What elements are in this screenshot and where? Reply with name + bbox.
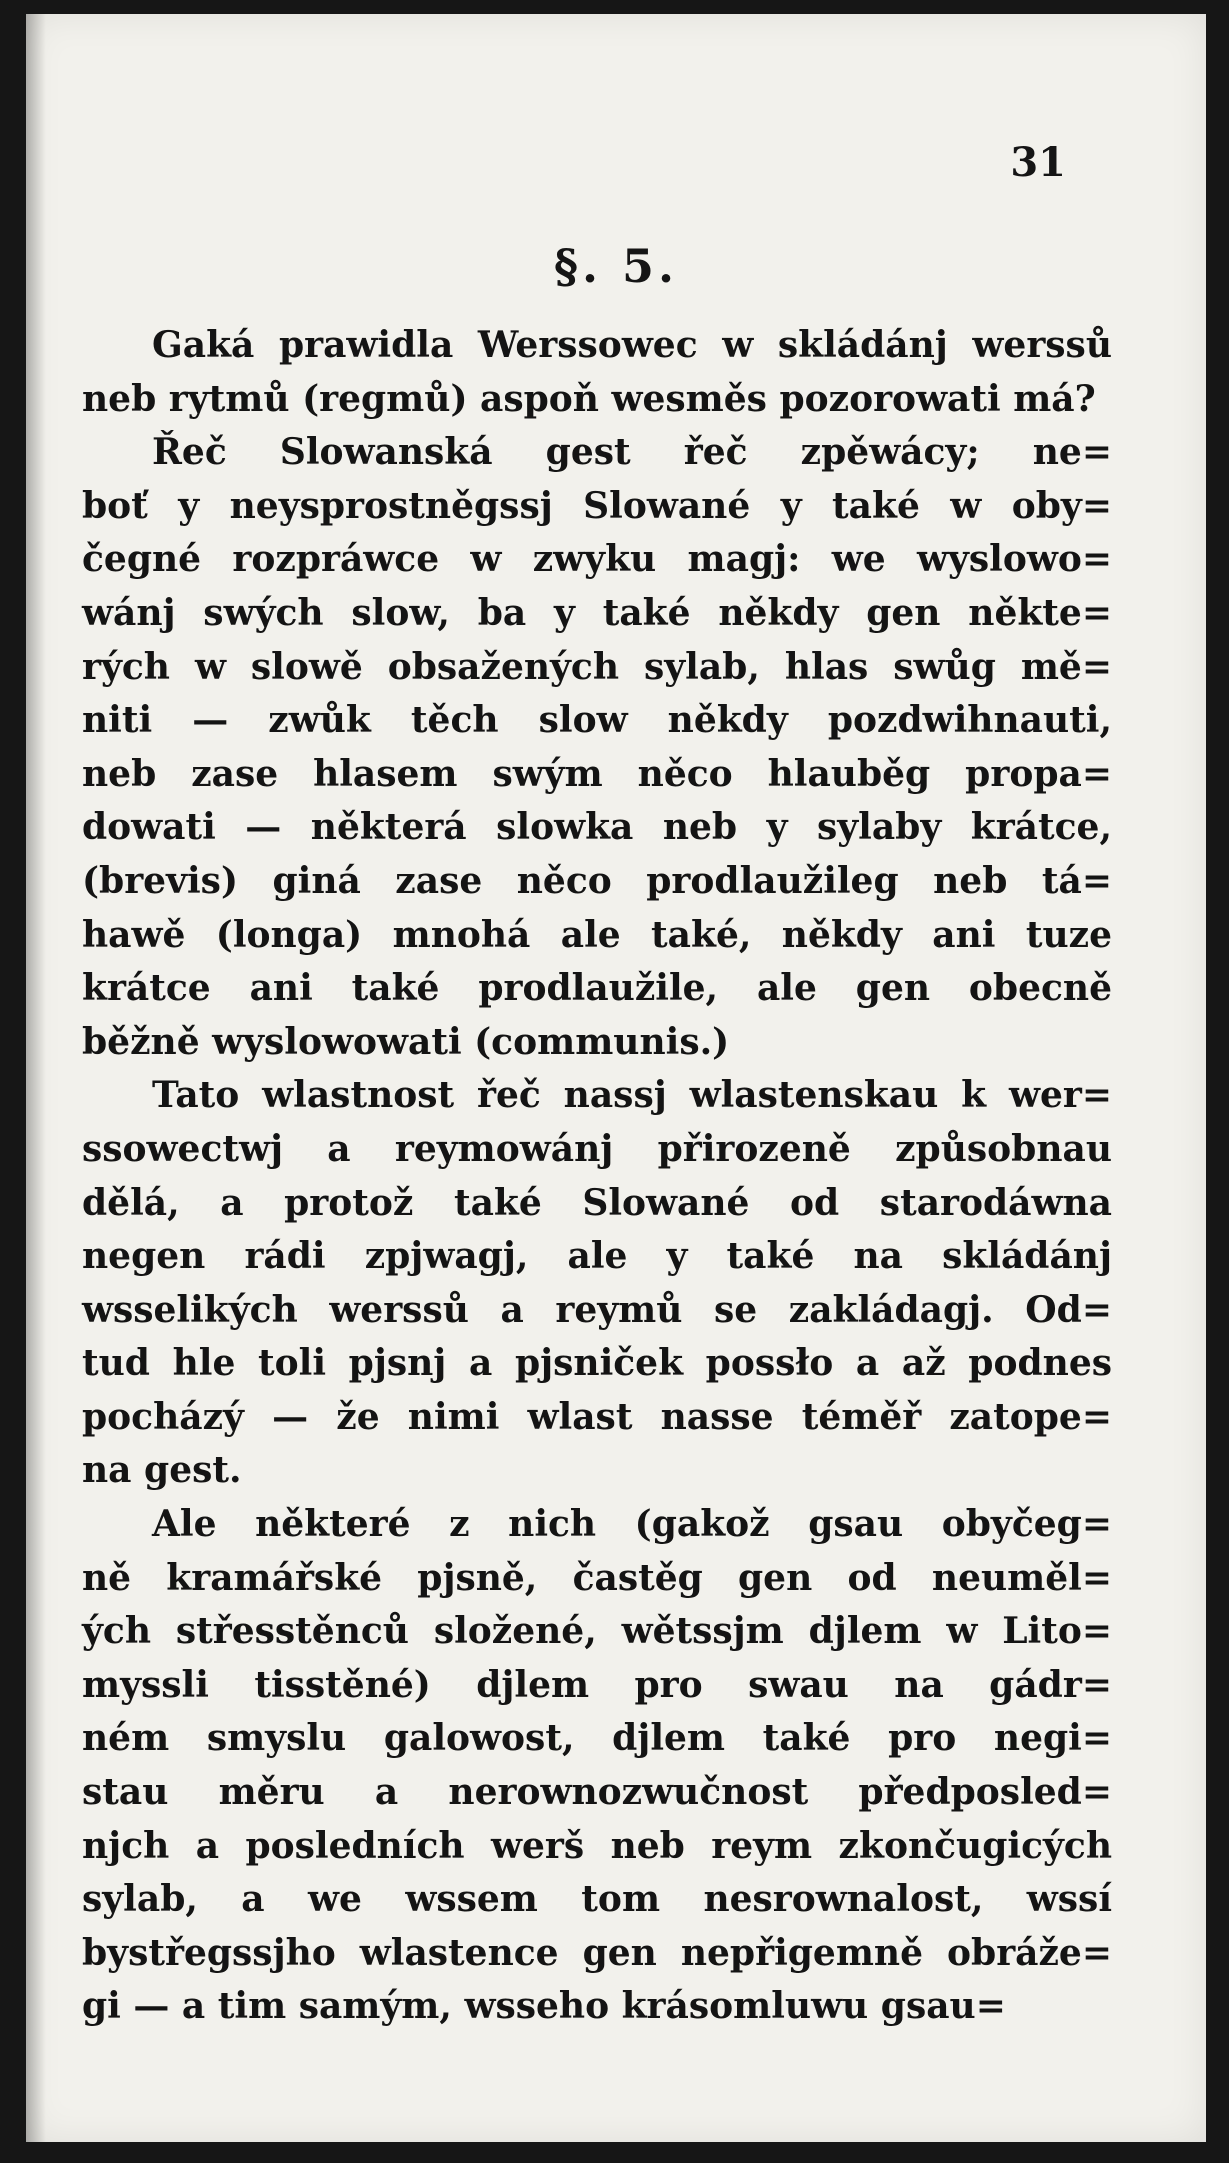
text-line: neb rytmů (regmů) aspoň wesměs pozorowati má? — [82, 377, 1096, 420]
text-line: (brevis) giná zase něco prodlaužileg neb tá= — [82, 859, 1112, 902]
paragraph-question — [82, 319, 1112, 426]
text-line: wsselikých werssů a reymů se zakládagj. Od= — [82, 1288, 1112, 1331]
text-line: wánj swých slow, ba y také někdy gen někte= — [82, 591, 1112, 634]
text-line: sylab, a we wssem tom nesrownalost, wssí — [82, 1878, 1112, 1921]
text-line: ném smyslu galowost, djlem také pro negi= — [82, 1717, 1112, 1760]
text-line: tud hle toli pjsnj a pjsniček possło a až podnes — [82, 1342, 1112, 1385]
gutter-shadow — [26, 14, 46, 2142]
text-line: dělá, a protož také Slowané od starodáwna — [82, 1181, 1112, 1224]
text-line: boť y neysprostněgssj Slowané y také w oby= — [82, 484, 1112, 527]
text-line: niti — zwůk těch slow někdy pozdwihnauti, — [82, 699, 1112, 742]
text-line: pocházý — že nimi wlast nasse téměř zatope= — [82, 1395, 1112, 1438]
text-line: bystřegssjho wlastence gen nepřigemně obráže= — [82, 1931, 1112, 1974]
text-line: na gest. — [82, 1449, 242, 1492]
paragraph-speech — [82, 426, 1112, 1069]
text-line: Ale některé z nich (gakož gsau obyčeg= — [152, 1503, 1112, 1546]
text-line: stau měru a nerownozwučnost předposled= — [82, 1771, 1112, 1814]
section-heading: §. 5. — [553, 239, 679, 293]
text-line: běžně wyslowowati (communis.) — [82, 1020, 730, 1063]
text-line: ssowectwj a reymowánj přirozeně způsobnau — [82, 1127, 1112, 1170]
text-line: krátce ani také prodlaužile, ale gen obecně — [82, 967, 1112, 1010]
text-line: myssli tisstěné) djlem pro swau na gádr= — [82, 1663, 1112, 1706]
text-line: neb zase hlasem swým něco hlauběg propa= — [82, 752, 1112, 795]
text-line: njch a posledních werš neb reym zkončugicých — [82, 1824, 1112, 1867]
text-line: gi — a tim samým, wsseho krásomluwu gsau= — [82, 1985, 1006, 2028]
body-text — [82, 319, 1112, 2034]
text-line: negen rádi zpjwagj, ale y také na skládánj — [82, 1235, 1112, 1278]
text-line: rých w slowě obsažených sylab, hlas swůg mě= — [82, 645, 1112, 688]
book-page — [26, 14, 1206, 2142]
text-line: hawě (longa) mnohá ale také, někdy ani tuze — [82, 913, 1112, 956]
text-line: ně kramářské pjsně, častěg gen od neuměl= — [82, 1556, 1112, 1599]
text-line: čegné rozpráwce w zwyku magj: we wyslowo= — [82, 538, 1112, 581]
paragraph-versification — [82, 1069, 1112, 1498]
paragraph-songs — [82, 1498, 1112, 2034]
text-line: ých střesstěnců složené, wětssjm djlem w Lito= — [82, 1610, 1112, 1653]
text-line: dowati — některá slowka neb y sylaby krátce, — [82, 806, 1112, 849]
text-line: Řeč Slowanská gest řeč zpěwácy; ne= — [152, 431, 1112, 474]
text-line: Gaká prawidla Werssowec w skládánj werssů — [152, 324, 1112, 366]
text-line: Tato wlastnost řeč nassj wlastenskau k wer= — [152, 1074, 1112, 1117]
page-number: 31 — [1010, 139, 1066, 186]
